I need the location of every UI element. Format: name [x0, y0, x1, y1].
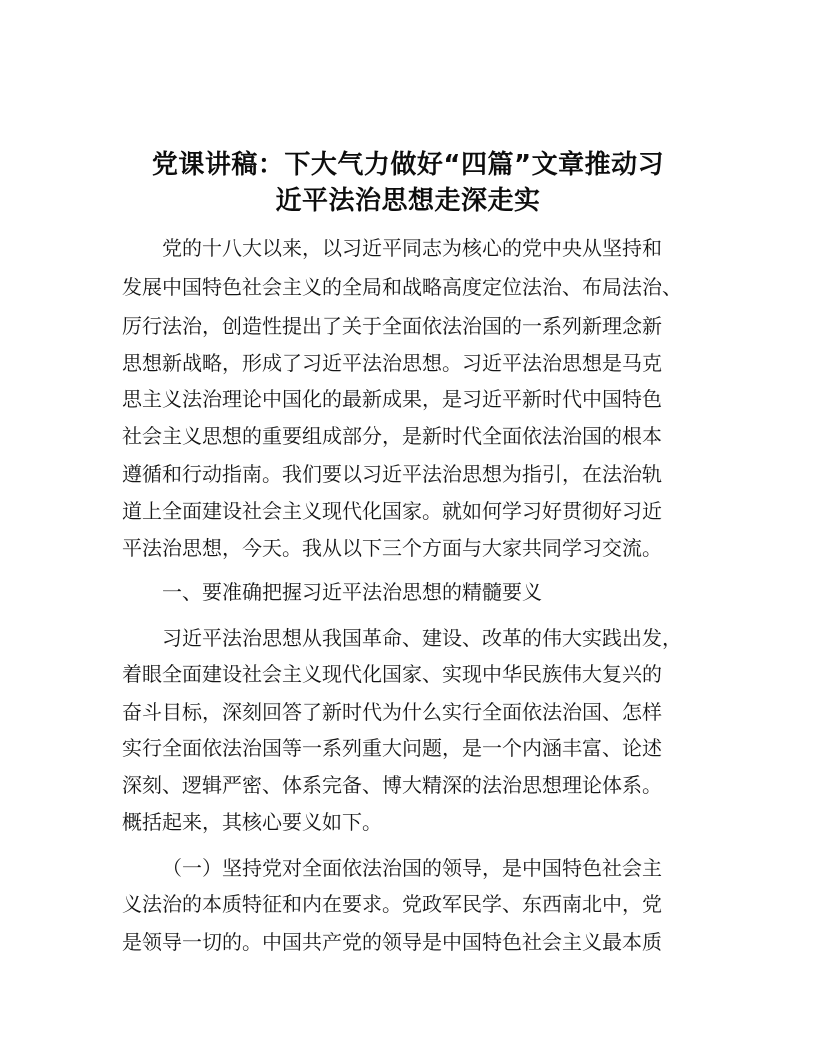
document-title-line-1: 党课讲稿：下大气力做好“四篇”文章推动习	[151, 150, 665, 180]
paragraph-line: 思想新战略，形成了习近平法治思想。习近平法治思想是马克	[122, 351, 662, 375]
paragraph-line: 义法治的本质特征和内在要求。党政军民学、东西南北中，党	[122, 892, 662, 916]
paragraph-line: 思主义法治理论中国化的最新成果，是习近平新时代中国特色	[122, 387, 662, 411]
paragraph-line: 着眼全面建设社会主义现代化国家、实现中华民族伟大复兴的	[122, 662, 662, 686]
paragraph-line: （一）坚持党对全面依法治国的领导，是中国特色社会主	[162, 856, 662, 880]
paragraph-line: 深刻、逻辑严密、体系完备、博大精深的法治思想理论体系。	[122, 773, 662, 797]
paragraph-line: 党的十八大以来，以习近平同志为核心的党中央从坚持和	[162, 236, 662, 260]
section-heading: 一、要准确把握习近平法治思想的精髓要义	[162, 580, 542, 604]
paragraph-line: 发展中国特色社会主义的全局和战略高度定位法治、布局法治、	[122, 275, 682, 299]
document-title-line-2: 近平法治思想走深走实	[275, 186, 541, 216]
paragraph-line: 习近平法治思想从我国革命、建设、改革的伟大实践出发，	[162, 626, 682, 650]
paragraph-line: 遵循和行动指南。我们要以习近平法治思想为指引，在法治轨	[122, 462, 662, 486]
paragraph-line: 实行全面依法治国等一系列重大问题，是一个内涵丰富、论述	[122, 736, 662, 760]
paragraph-line: 道上全面建设社会主义现代化国家。就如何学习好贯彻好习近	[122, 499, 662, 523]
paragraph-line: 奋斗目标，深刻回答了新时代为什么实行全面依法治国、怎样	[122, 700, 662, 724]
paragraph-line: 社会主义思想的重要组成部分，是新时代全面依法治国的根本	[122, 424, 662, 448]
paragraph-line: 概括起来，其核心要义如下。	[122, 810, 382, 834]
paragraph-line: 厉行法治，创造性提出了关于全面依法治国的一系列新理念新	[122, 314, 662, 338]
paragraph-line: 是领导一切的。中国共产党的领导是中国特色社会主义最本质	[122, 930, 662, 954]
paragraph-line: 平法治思想，今天。我从以下三个方面与大家共同学习交流。	[122, 536, 662, 560]
